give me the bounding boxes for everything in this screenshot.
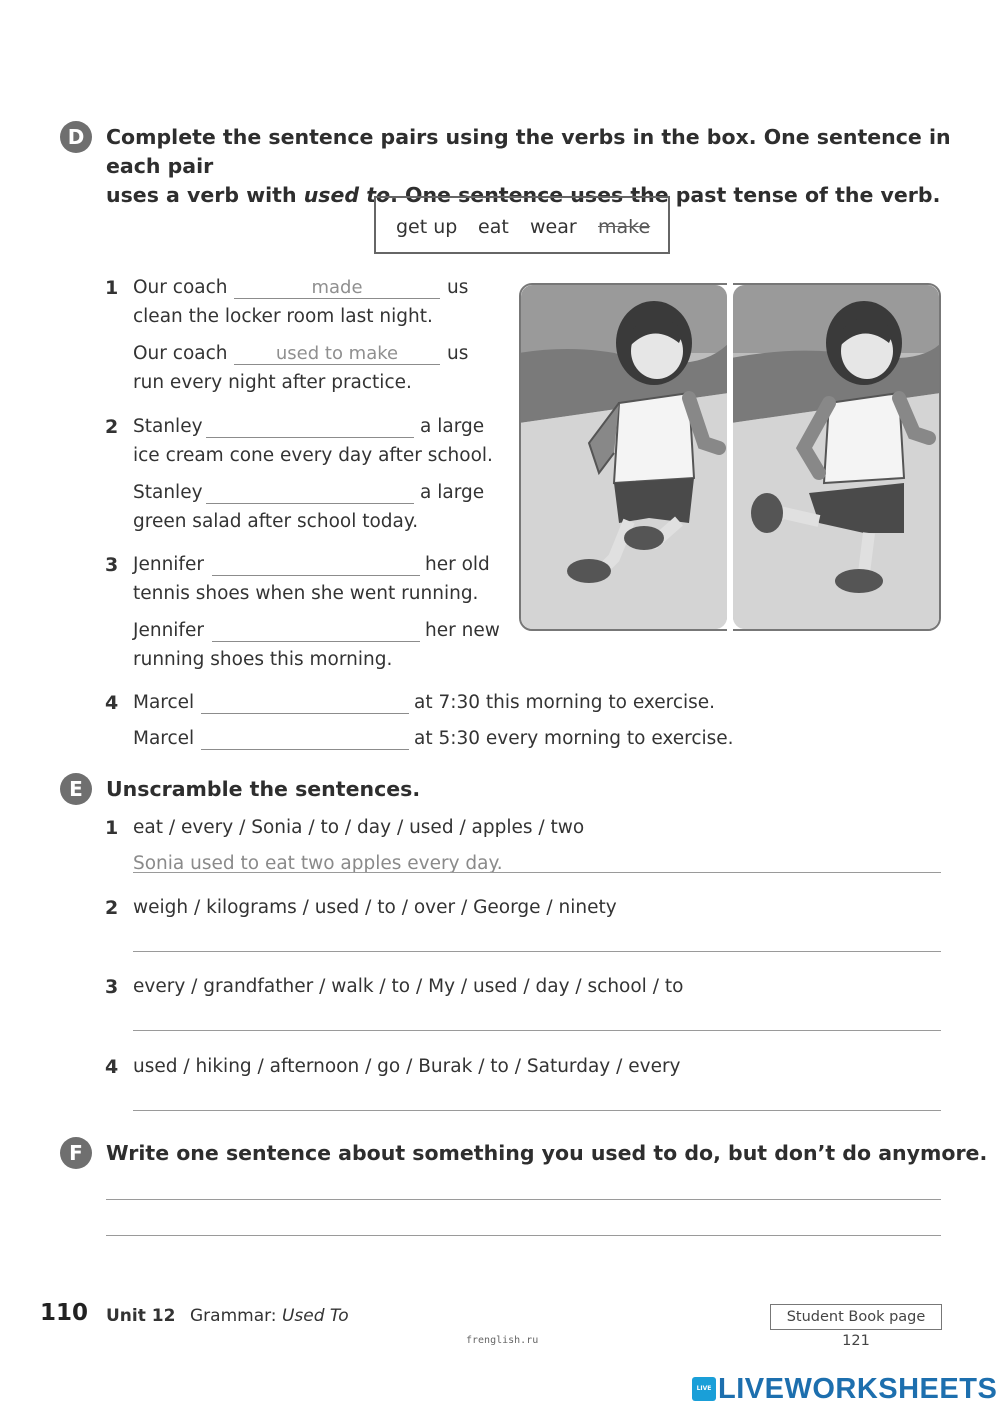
section-f-instruction: Write one sentence about something you used to do, but don’t do anymore. xyxy=(106,1141,988,1165)
answer-blank[interactable] xyxy=(212,555,420,576)
sentence-text: running shoes this morning. xyxy=(133,649,393,670)
liveworksheets-logo-icon: LIVE xyxy=(692,1377,716,1401)
page-number: 110 xyxy=(40,1300,89,1326)
sentence-text: at 5:30 every morning to exercise. xyxy=(414,728,734,749)
item-number: 4 xyxy=(105,692,119,714)
answer-line[interactable] xyxy=(133,1109,941,1111)
word-make-crossed: make xyxy=(598,216,651,238)
right-panel xyxy=(731,283,941,631)
answer-line[interactable] xyxy=(106,1234,941,1236)
sentence-text: at 7:30 this morning to exercise. xyxy=(414,692,716,713)
site-credit: frenglish.ru xyxy=(466,1335,539,1346)
word-eat: eat xyxy=(478,216,509,238)
answer-line[interactable] xyxy=(133,950,941,952)
left-panel xyxy=(519,283,729,631)
sentence-text: green salad after school today. xyxy=(133,511,419,532)
sentence-text: Jennifer xyxy=(133,620,204,641)
answer-blank[interactable] xyxy=(201,693,409,714)
item-number: 3 xyxy=(105,976,119,998)
scrambled-words: every / grandfather / walk / to / My / used / day / school / to xyxy=(133,976,684,997)
answer-blank[interactable] xyxy=(206,483,414,504)
item-number: 3 xyxy=(105,554,119,576)
sentence-text: her old xyxy=(425,554,490,575)
running-girl-illustration xyxy=(519,283,941,631)
item-number: 1 xyxy=(105,277,119,299)
sample-answer: Sonia used to eat two apples every day. xyxy=(133,853,503,874)
answer-blank[interactable]: used to make xyxy=(234,344,440,365)
sentence-text: tennis shoes when she went running. xyxy=(133,583,479,604)
item-number: 4 xyxy=(105,1056,119,1078)
word-wear: wear xyxy=(530,216,577,238)
sentence-text: Our coach xyxy=(133,277,228,298)
section-e-instruction: Unscramble the sentences. xyxy=(106,777,421,801)
scrambled-words: weigh / kilograms / used / to / over / George / ninety xyxy=(133,897,617,918)
answer-line[interactable] xyxy=(133,1029,941,1031)
sentence-text: us xyxy=(447,277,469,298)
sentence-text: her new xyxy=(425,620,500,641)
student-book-reference: Student Book page 121 xyxy=(770,1304,942,1330)
answer-blank[interactable] xyxy=(212,621,420,642)
sentence-text: Stanley xyxy=(133,416,203,437)
item-number: 2 xyxy=(105,897,119,919)
topic-label: Grammar: Used To xyxy=(190,1306,349,1326)
section-d-badge: D xyxy=(60,121,92,153)
sentence-text: Marcel xyxy=(133,728,195,749)
sentence-text: Marcel xyxy=(133,692,195,713)
instruction-line-1: Complete the sentence pairs using the verbs in the box. One sentence in each pair xyxy=(106,125,951,178)
word-box xyxy=(374,196,670,254)
sentence-text: a large xyxy=(420,482,485,503)
answer-blank[interactable] xyxy=(206,417,414,438)
scrambled-words: eat / every / Sonia / to / day / used / apples / two xyxy=(133,817,585,838)
answer-line[interactable] xyxy=(133,871,941,873)
unit-label: Unit 12 xyxy=(106,1306,176,1326)
word-get-up: get up xyxy=(396,216,458,238)
answer-line[interactable] xyxy=(106,1198,941,1200)
item-number: 1 xyxy=(105,817,119,839)
sentence-text: clean the locker room last night. xyxy=(133,306,433,327)
sentence-text: Jennifer xyxy=(133,554,204,575)
section-e-badge: E xyxy=(60,773,92,805)
sentence-text: a large xyxy=(420,416,485,437)
sentence-text: Our coach xyxy=(133,343,228,364)
sentence-text: ice cream cone every day after school. xyxy=(133,445,493,466)
sentence-text: us xyxy=(447,343,469,364)
section-f-badge: F xyxy=(60,1137,92,1169)
item-number: 2 xyxy=(105,416,119,438)
liveworksheets-brand: LIVEWORKSHEETS xyxy=(718,1373,998,1405)
answer-blank[interactable] xyxy=(201,729,409,750)
answer-blank[interactable]: made xyxy=(234,278,440,299)
scrambled-words: used / hiking / afternoon / go / Burak / to / Saturday / every xyxy=(133,1056,681,1077)
sentence-text: Stanley xyxy=(133,482,203,503)
instruction-line-2: uses a verb with used to. One sentence uses the past tense of the verb. xyxy=(106,183,941,207)
sentence-text: run every night after practice. xyxy=(133,372,412,393)
